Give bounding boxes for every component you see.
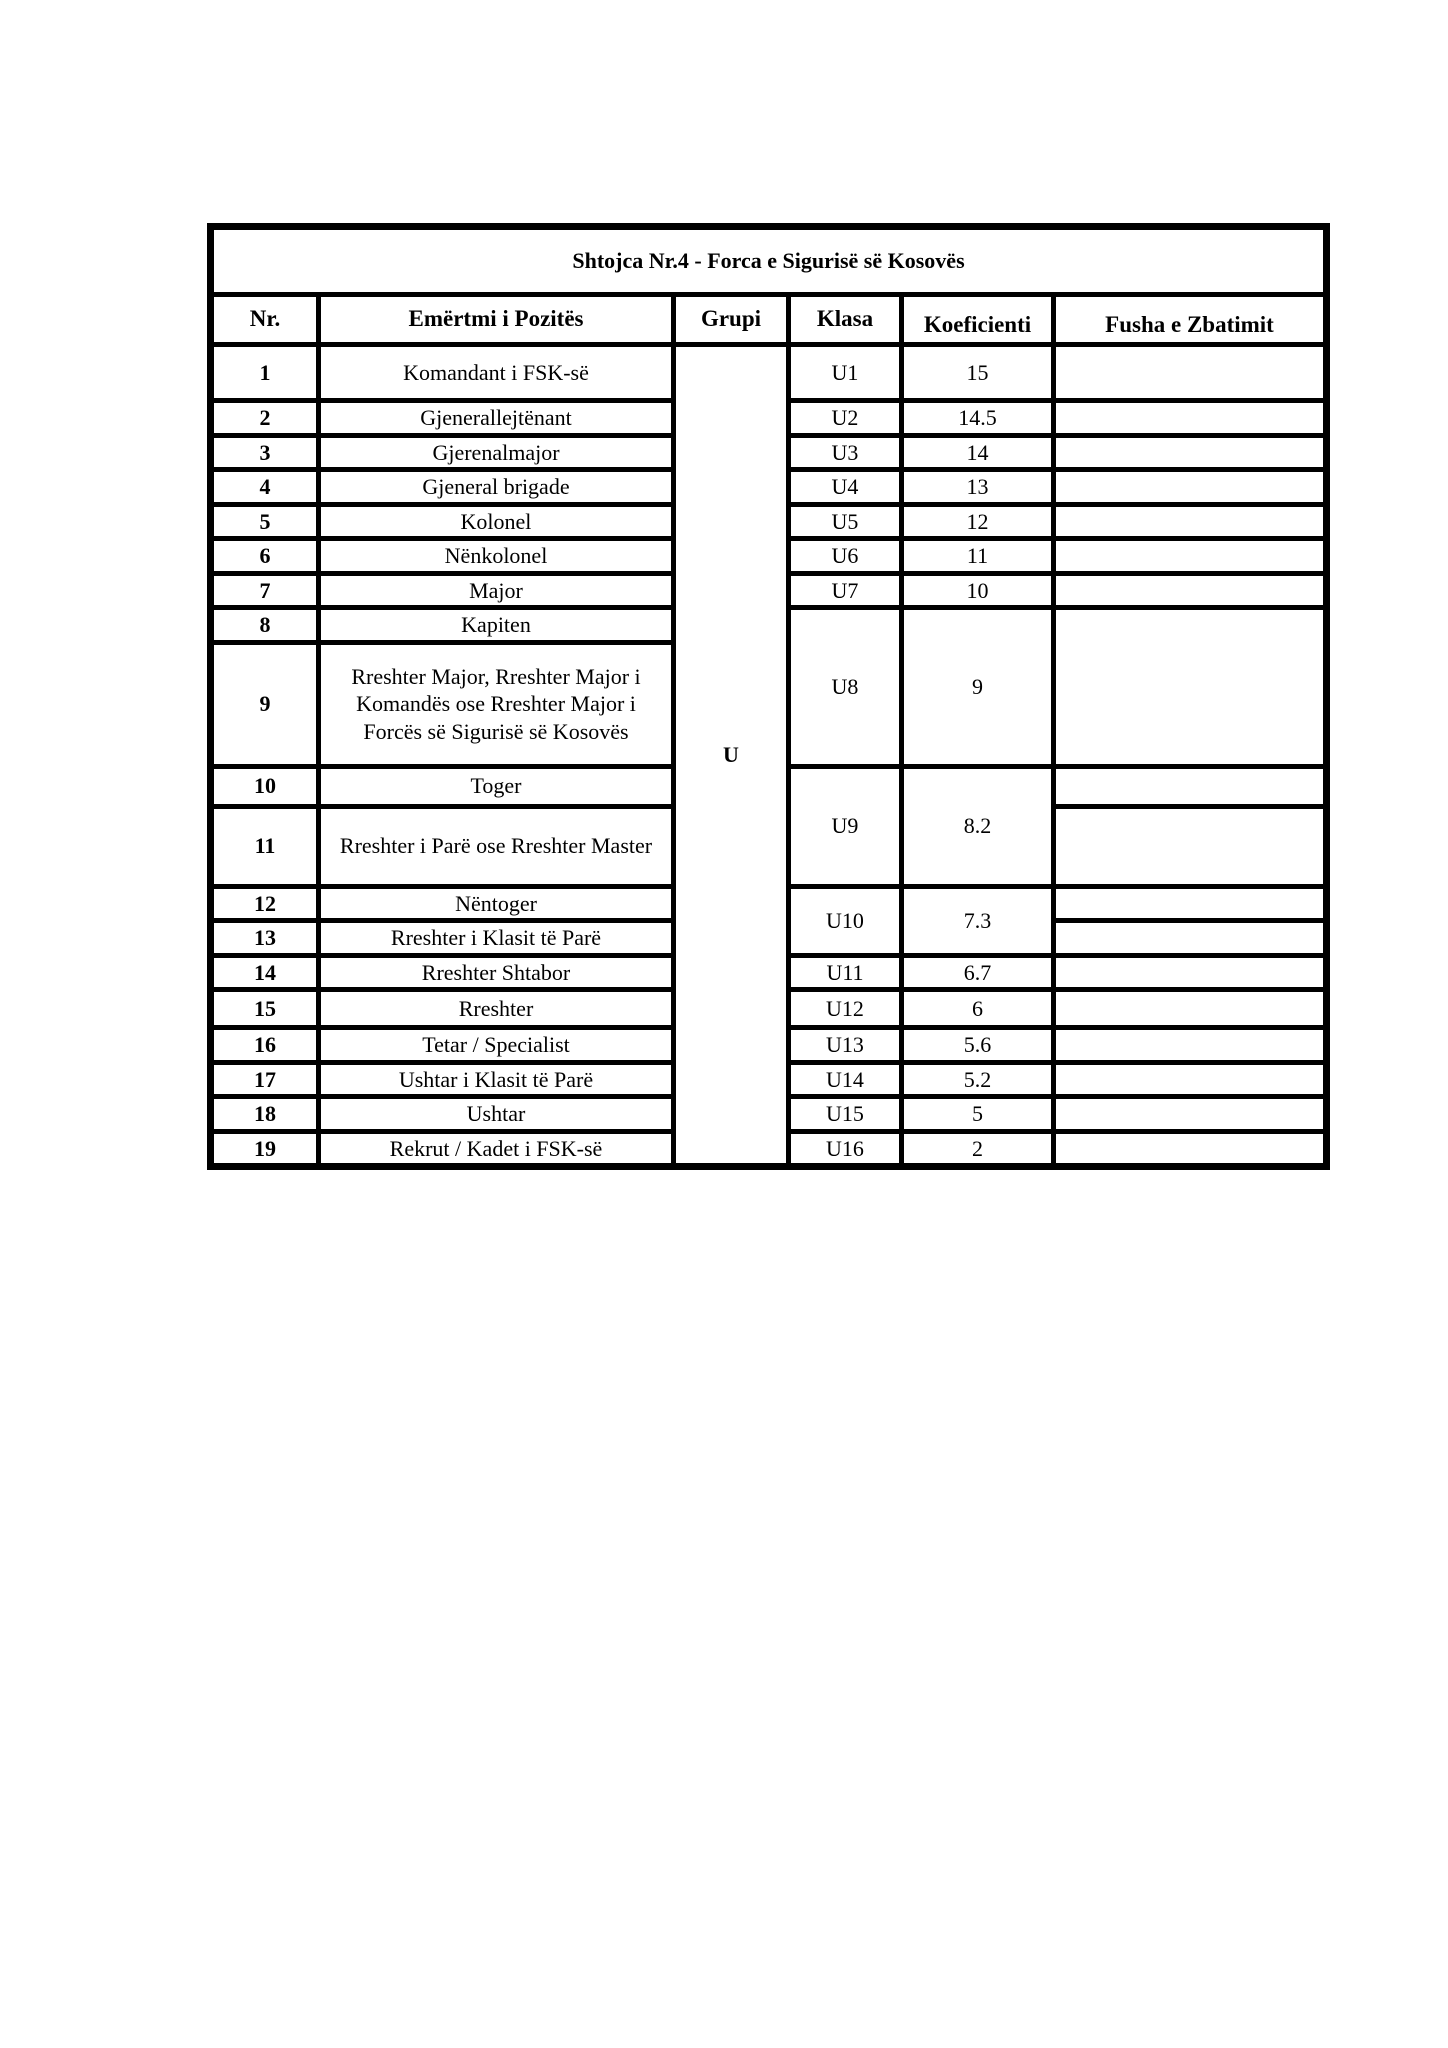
klasa-cell: U11 bbox=[789, 955, 902, 990]
nr-cell: 9 bbox=[211, 642, 319, 766]
klasa-cell: U8 bbox=[789, 608, 902, 767]
table-title: Shtojca Nr.4 - Forca e Sigurisë së Kosovës bbox=[211, 227, 1327, 295]
klasa-cell: U2 bbox=[789, 401, 902, 436]
fusha-cell bbox=[1054, 1028, 1327, 1063]
koeficienti-cell: 5.6 bbox=[902, 1028, 1054, 1063]
fusha-cell bbox=[1054, 435, 1327, 470]
rank-table bbox=[207, 223, 1330, 1170]
koeficienti-cell: 8.2 bbox=[902, 766, 1054, 886]
klasa-cell: U3 bbox=[789, 435, 902, 470]
fusha-cell bbox=[1054, 470, 1327, 505]
column-header-koeficienti: Koeficienti bbox=[902, 295, 1054, 345]
column-header-nr: Nr. bbox=[211, 295, 319, 345]
nr-cell: 16 bbox=[211, 1028, 319, 1063]
klasa-cell: U6 bbox=[789, 539, 902, 574]
nr-cell: 3 bbox=[211, 435, 319, 470]
position-cell: Rreshter Shtabor bbox=[319, 955, 674, 990]
nr-cell: 5 bbox=[211, 504, 319, 539]
koeficienti-cell: 5 bbox=[902, 1097, 1054, 1132]
koeficienti-cell: 13 bbox=[902, 470, 1054, 505]
koeficienti-cell: 2 bbox=[902, 1131, 1054, 1167]
koeficienti-cell: 6 bbox=[902, 990, 1054, 1028]
fusha-cell bbox=[1054, 806, 1327, 886]
nr-cell: 8 bbox=[211, 608, 319, 643]
nr-cell: 19 bbox=[211, 1131, 319, 1167]
fusha-cell bbox=[1054, 921, 1327, 956]
nr-cell: 14 bbox=[211, 955, 319, 990]
column-header-fusha: Fusha e Zbatimit bbox=[1054, 295, 1327, 345]
title-row bbox=[211, 227, 1327, 295]
koeficienti-cell: 14.5 bbox=[902, 401, 1054, 436]
fusha-cell bbox=[1054, 766, 1327, 806]
fusha-cell bbox=[1054, 539, 1327, 574]
position-cell: Nënkolonel bbox=[319, 539, 674, 574]
koeficienti-cell: 6.7 bbox=[902, 955, 1054, 990]
nr-cell: 10 bbox=[211, 766, 319, 806]
column-header-klasa: Klasa bbox=[789, 295, 902, 345]
klasa-cell: U1 bbox=[789, 345, 902, 401]
position-cell: Major bbox=[319, 573, 674, 608]
position-cell: Toger bbox=[319, 766, 674, 806]
nr-cell: 6 bbox=[211, 539, 319, 574]
nr-cell: 18 bbox=[211, 1097, 319, 1132]
koeficienti-cell: 11 bbox=[902, 539, 1054, 574]
nr-cell: 1 bbox=[211, 345, 319, 401]
nr-cell: 13 bbox=[211, 921, 319, 956]
nr-cell: 15 bbox=[211, 990, 319, 1028]
position-cell: Gjenerallejtënant bbox=[319, 401, 674, 436]
nr-cell: 17 bbox=[211, 1062, 319, 1097]
fusha-cell bbox=[1054, 401, 1327, 436]
klasa-cell: U5 bbox=[789, 504, 902, 539]
klasa-cell: U4 bbox=[789, 470, 902, 505]
table-row bbox=[211, 345, 1327, 401]
nr-cell: 11 bbox=[211, 806, 319, 886]
fusha-cell bbox=[1054, 608, 1327, 767]
position-cell: Komandant i FSK-së bbox=[319, 345, 674, 401]
koeficienti-cell: 10 bbox=[902, 573, 1054, 608]
nr-cell: 12 bbox=[211, 886, 319, 921]
position-cell: Kolonel bbox=[319, 504, 674, 539]
koeficienti-cell: 9 bbox=[902, 608, 1054, 767]
fusha-cell bbox=[1054, 955, 1327, 990]
fusha-cell bbox=[1054, 504, 1327, 539]
koeficienti-cell: 14 bbox=[902, 435, 1054, 470]
klasa-cell: U12 bbox=[789, 990, 902, 1028]
position-cell: Ushtar i Klasit të Parë bbox=[319, 1062, 674, 1097]
klasa-cell: U7 bbox=[789, 573, 902, 608]
koeficienti-cell: 7.3 bbox=[902, 886, 1054, 955]
column-header-grupi: Grupi bbox=[674, 295, 789, 345]
position-cell: Rreshter Major, Rreshter Major i Komandës ose Rreshter Major i Forcës së Sigurisë së Kosovës bbox=[319, 642, 674, 766]
group-cell: U bbox=[674, 345, 789, 1167]
fusha-cell bbox=[1054, 1131, 1327, 1167]
position-cell: Rreshter i Parë ose Rreshter Master bbox=[319, 806, 674, 886]
position-cell: Tetar / Specialist bbox=[319, 1028, 674, 1063]
nr-cell: 4 bbox=[211, 470, 319, 505]
fusha-cell bbox=[1054, 573, 1327, 608]
position-cell: Nëntoger bbox=[319, 886, 674, 921]
fusha-cell bbox=[1054, 1062, 1327, 1097]
fusha-cell bbox=[1054, 886, 1327, 921]
koeficienti-cell: 12 bbox=[902, 504, 1054, 539]
position-cell: Rekrut / Kadet i FSK-së bbox=[319, 1131, 674, 1167]
position-cell: Gjerenalmajor bbox=[319, 435, 674, 470]
fusha-cell bbox=[1054, 1097, 1327, 1132]
position-cell: Ushtar bbox=[319, 1097, 674, 1132]
fusha-cell bbox=[1054, 990, 1327, 1028]
koeficienti-cell: 15 bbox=[902, 345, 1054, 401]
klasa-cell: U9 bbox=[789, 766, 902, 886]
fusha-cell bbox=[1054, 345, 1327, 401]
koeficienti-cell: 5.2 bbox=[902, 1062, 1054, 1097]
header-row bbox=[211, 295, 1327, 345]
klasa-cell: U16 bbox=[789, 1131, 902, 1167]
position-cell: Rreshter bbox=[319, 990, 674, 1028]
nr-cell: 2 bbox=[211, 401, 319, 436]
nr-cell: 7 bbox=[211, 573, 319, 608]
klasa-cell: U10 bbox=[789, 886, 902, 955]
position-cell: Rreshter i Klasit të Parë bbox=[319, 921, 674, 956]
position-cell: Kapiten bbox=[319, 608, 674, 643]
position-cell: Gjeneral brigade bbox=[319, 470, 674, 505]
klasa-cell: U15 bbox=[789, 1097, 902, 1132]
column-header-position: Emërtmi i Pozitës bbox=[319, 295, 674, 345]
klasa-cell: U13 bbox=[789, 1028, 902, 1063]
klasa-cell: U14 bbox=[789, 1062, 902, 1097]
